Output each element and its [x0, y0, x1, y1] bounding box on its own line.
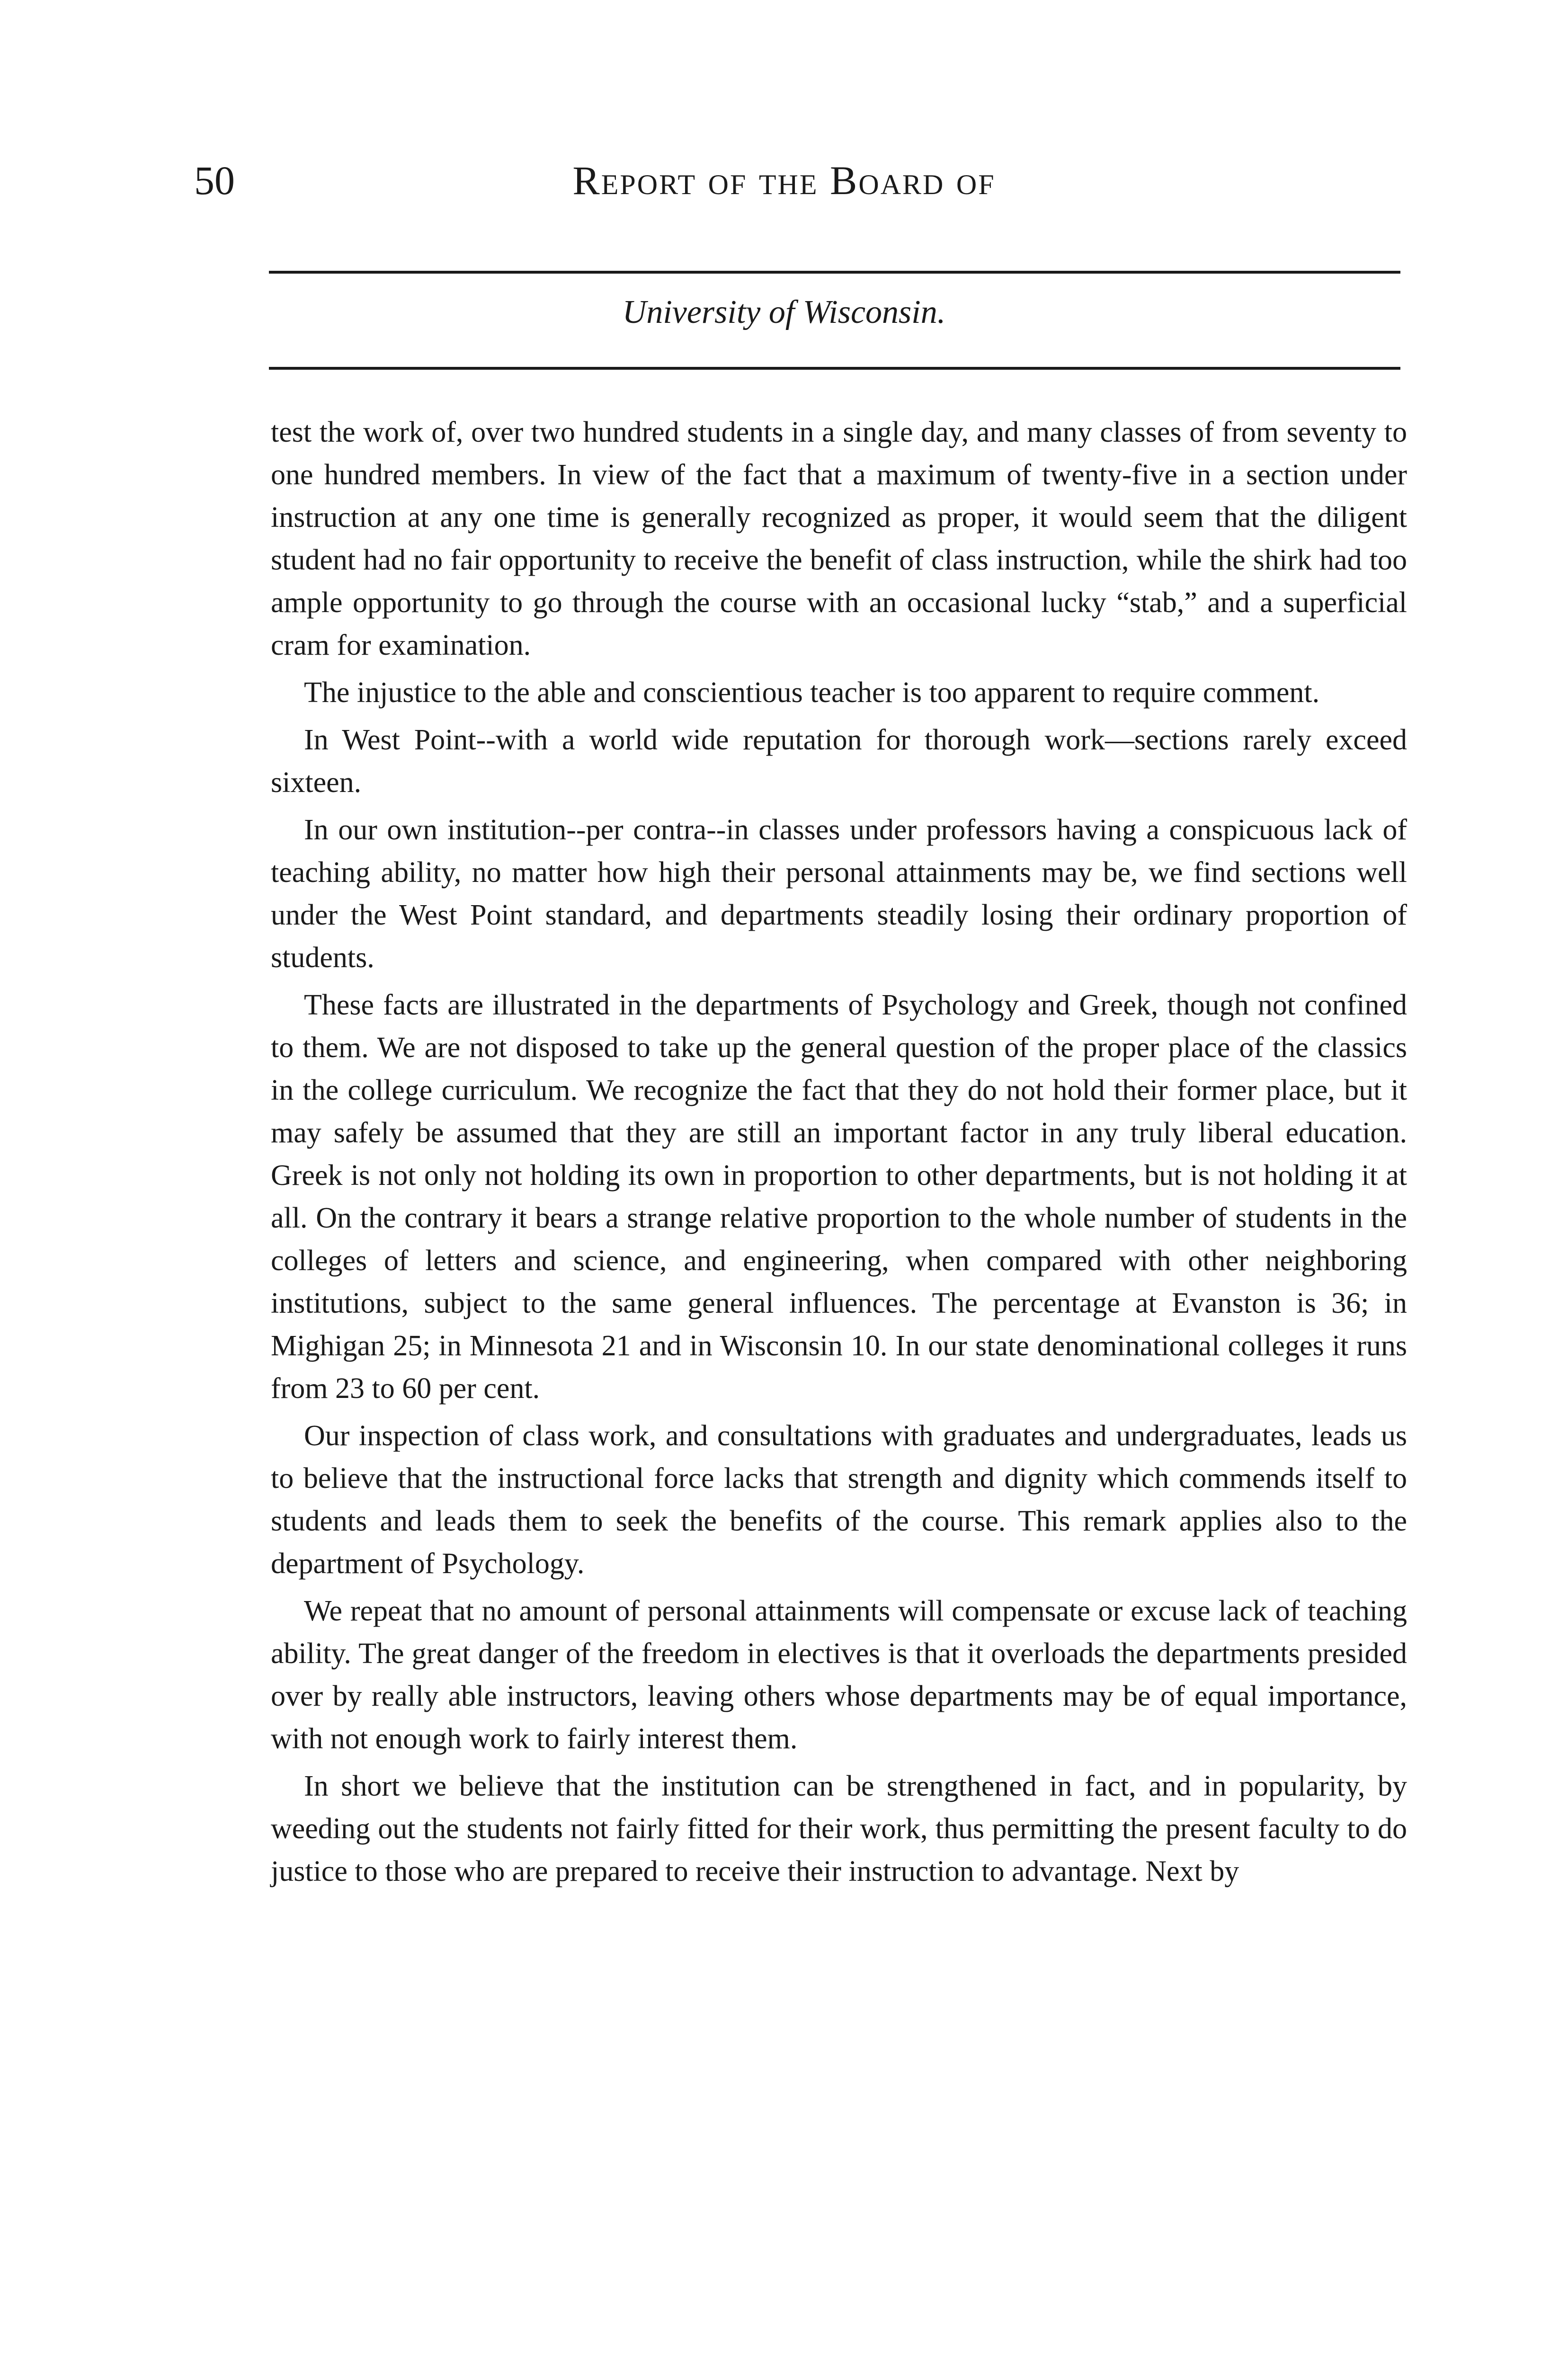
paragraph-5: These facts are illustrated in the departments of Psychology and Greek, though not confined to them. We are not disposed to take up the general question of the proper place of the classics in the college curriculum. We recognize the fact that they do not hold their former place, but it may safely be assumed that they are still an important factor in any truly liberal education. Greek is not only not holding its own in proportion to other departments, but is not holding it at all. On the contrary it bears a strange relative proportion to the whole number of students in the colleges of letters and science, and engineering, when compared with other neighboring institutions, subject to the same general influences. The percentage at Evanston is 36; in Mighigan 25; in Minnesota 21 and in Wisconsin 10. In our state denominational colleges it runs from 23 to 60 per cent. — [271, 989, 1407, 1405]
header-rule-bottom — [269, 367, 1400, 370]
paragraph-1: test the work of, over two hundred students in a single day, and many classes of from seventy to one hundred members. In view of the fact that a maximum of twenty-five in a section under instruction at any one time is generally recognized as proper, it would seem that the diligent student had no fair opportunity to receive the benefit of class instruction, while the shirk had too ample opportunity to go through the course with an occasional lucky “stab,” and a superficial cram for examination. — [271, 416, 1407, 661]
paragraph-7: We repeat that no amount of personal attainments will compensate or excuse lack of teaching ability. The great danger of the freedom in electives is that it overloads the departments presided over by really able instructors, leaving others whose departments may be of equal importance, with not enough work to fairly interest them. — [271, 1595, 1407, 1755]
page-number: 50 — [194, 158, 235, 203]
paragraph-4: In our own institution--per contra--in classes under professors having a conspicuous lack of teaching ability, no matter how high their personal attainments may be, we find sections well under the West Point standard, and departments steadily losing their ordinary proportion of students. — [271, 814, 1407, 974]
header-rule-top — [269, 271, 1400, 274]
paragraph-3: In West Point--with a world wide reputation for thorough work—sections rarely exceed sixteen. — [271, 724, 1407, 799]
body-text — [271, 411, 1407, 1897]
paragraph-2: The injustice to the able and conscientious teacher is too apparent to require comment. — [304, 676, 1320, 709]
paragraph-8: In short we believe that the institution can be strengthened in fact, and in popularity, by weeding out the students not fairly fitted for their work, thus permitting the present faculty to do justice to those who are prepared to receive their instruction to advantage. Next by — [271, 1770, 1407, 1887]
paragraph-6: Our inspection of class work, and consultations with graduates and undergraduates, leads us to believe that the instructional force lacks that strength and dignity which commends itself to students and leads them to seek the benefits of the course. This remark applies also to the department of Psychology. — [271, 1420, 1407, 1580]
subtitle: University of Wisconsin. — [622, 294, 946, 330]
running-title: Report of the Board of — [572, 158, 996, 203]
